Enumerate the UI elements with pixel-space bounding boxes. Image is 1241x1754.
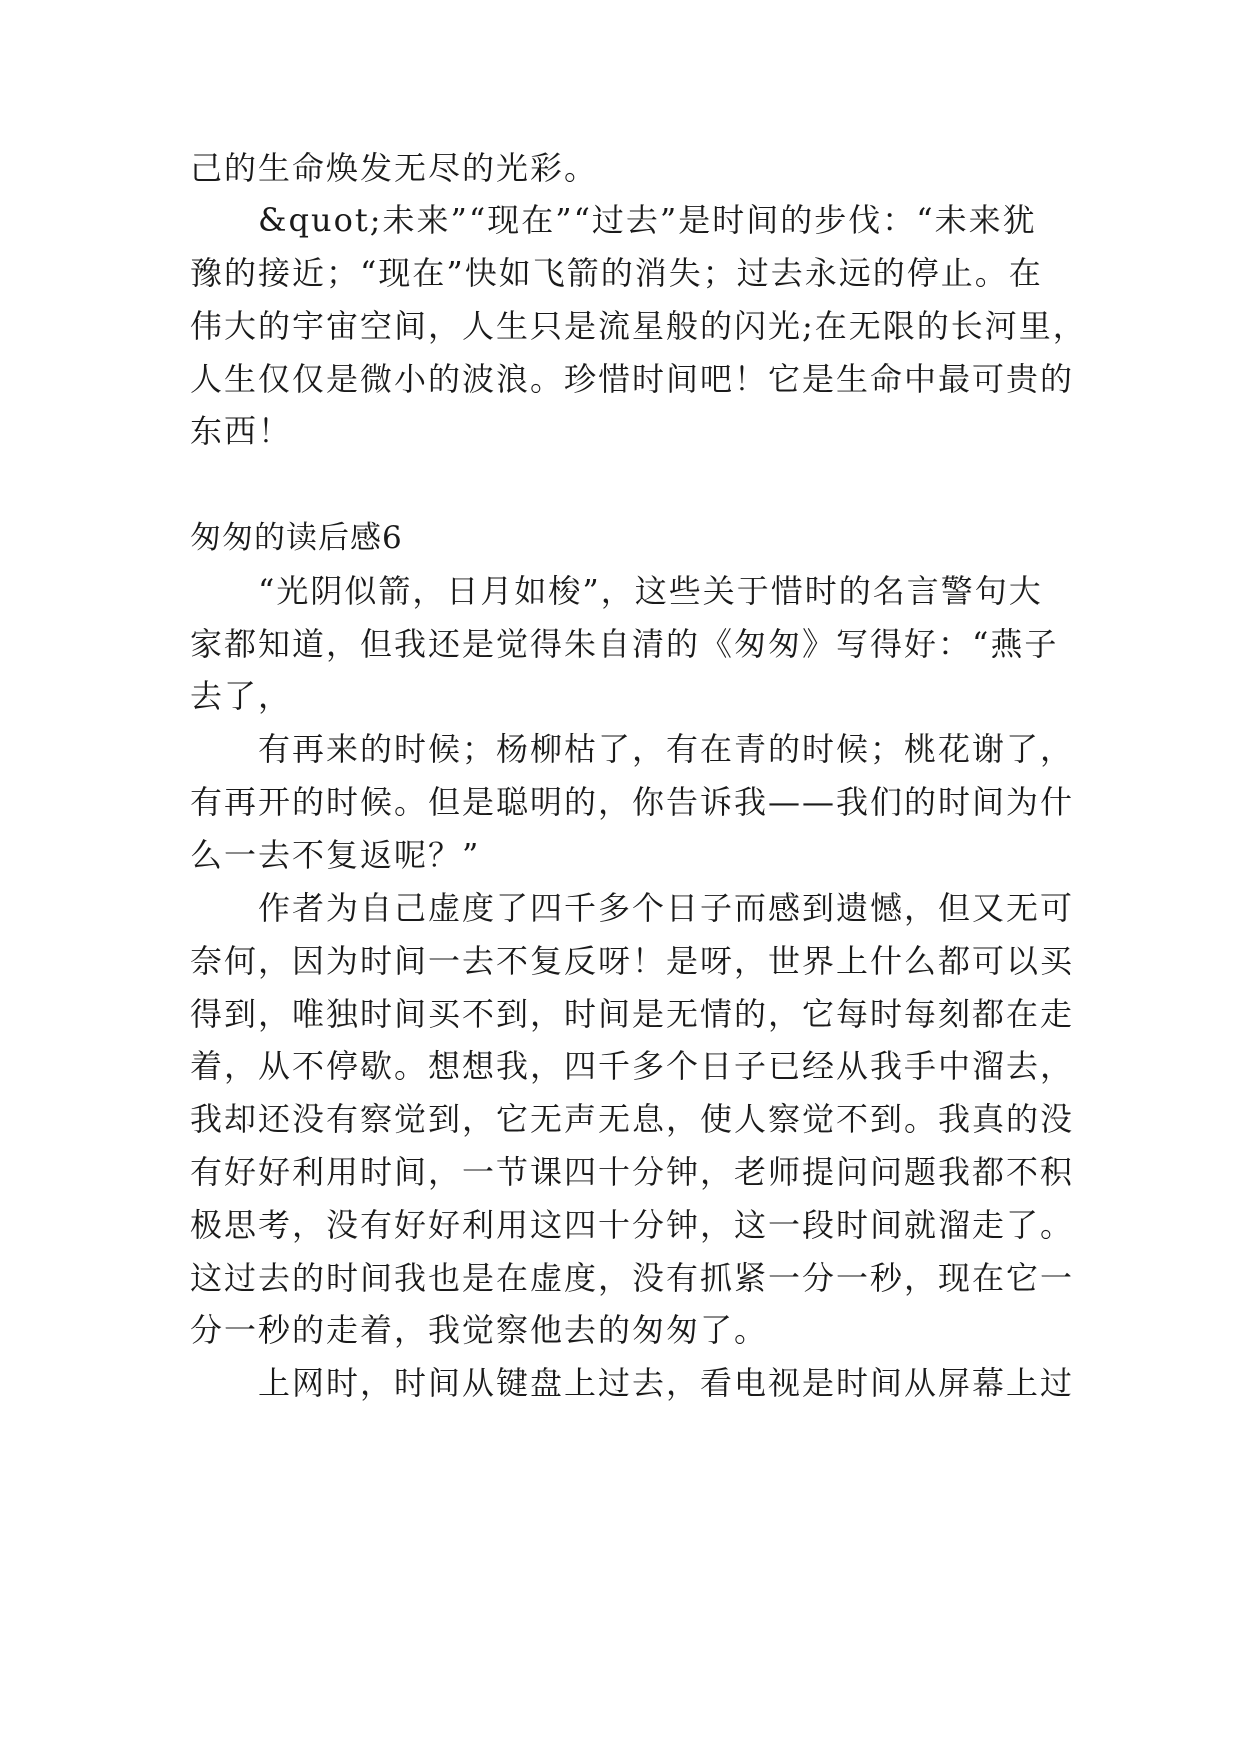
text-line: 奈何，因为时间一去不复反呀！是呀，世界上什么都可以买 bbox=[190, 942, 1075, 980]
text-line: 上网时，时间从键盘上过去，看电视是时间从屏幕上过 bbox=[258, 1364, 1075, 1402]
text-line: 有再开的时候。但是聪明的，你告诉我——我们的时间为什 bbox=[190, 783, 1075, 821]
text-line: 豫的接近；“现在”快如飞箭的消失；过去永远的停止。在 bbox=[190, 254, 1043, 292]
text-line: 极思考，没有好好利用这四十分钟，这一段时间就溜走了。 bbox=[190, 1206, 1075, 1244]
text-line: 我却还没有察觉到，它无声无息，使人察觉不到。我真的没 bbox=[190, 1100, 1075, 1138]
text-line: 分一秒的走着，我觉察他去的匆匆了。 bbox=[190, 1311, 769, 1349]
text-line: “光阴似箭，日月如梭”，这些关于惜时的名言警句大 bbox=[258, 572, 1043, 610]
text-line: 着，从不停歇。想想我，四千多个日子已经从我手中溜去， bbox=[190, 1047, 1075, 1085]
text-line: 么一去不复返呢？” bbox=[190, 836, 481, 874]
section-heading: 匆匆的读后感6 bbox=[190, 520, 403, 556]
text-line: 这过去的时间我也是在虚度，没有抓紧一分一秒，现在它一 bbox=[190, 1259, 1075, 1297]
text-line: 有好好利用时间，一节课四十分钟，老师提问问题我都不积 bbox=[190, 1153, 1075, 1191]
text-line: 有再来的时候；杨柳枯了，有在青的时候；桃花谢了， bbox=[258, 730, 1075, 768]
text-line: 作者为自己虚度了四千多个日子而感到遗憾，但又无可 bbox=[258, 889, 1075, 927]
text-line: 家都知道，但我还是觉得朱自清的《匆匆》写得好：“燕子 bbox=[190, 625, 1059, 663]
text-line: 人生仅仅是微小的波浪。珍惜时间吧！它是生命中最可贵的 bbox=[190, 360, 1075, 398]
text-line: 东西！ bbox=[190, 412, 293, 450]
text-line: 去了， bbox=[190, 677, 293, 715]
text-line: 得到，唯独时间买不到，时间是无情的，它每时每刻都在走 bbox=[190, 995, 1075, 1033]
text-line: 己的生命焕发无尽的光彩。 bbox=[190, 149, 599, 187]
text-line: &quot;未来”“现在”“过去”是时间的步伐：“未来犹 bbox=[258, 201, 1037, 239]
text-line: 伟大的宇宙空间，人生只是流星般的闪光;在无限的长河里， bbox=[190, 307, 1087, 345]
